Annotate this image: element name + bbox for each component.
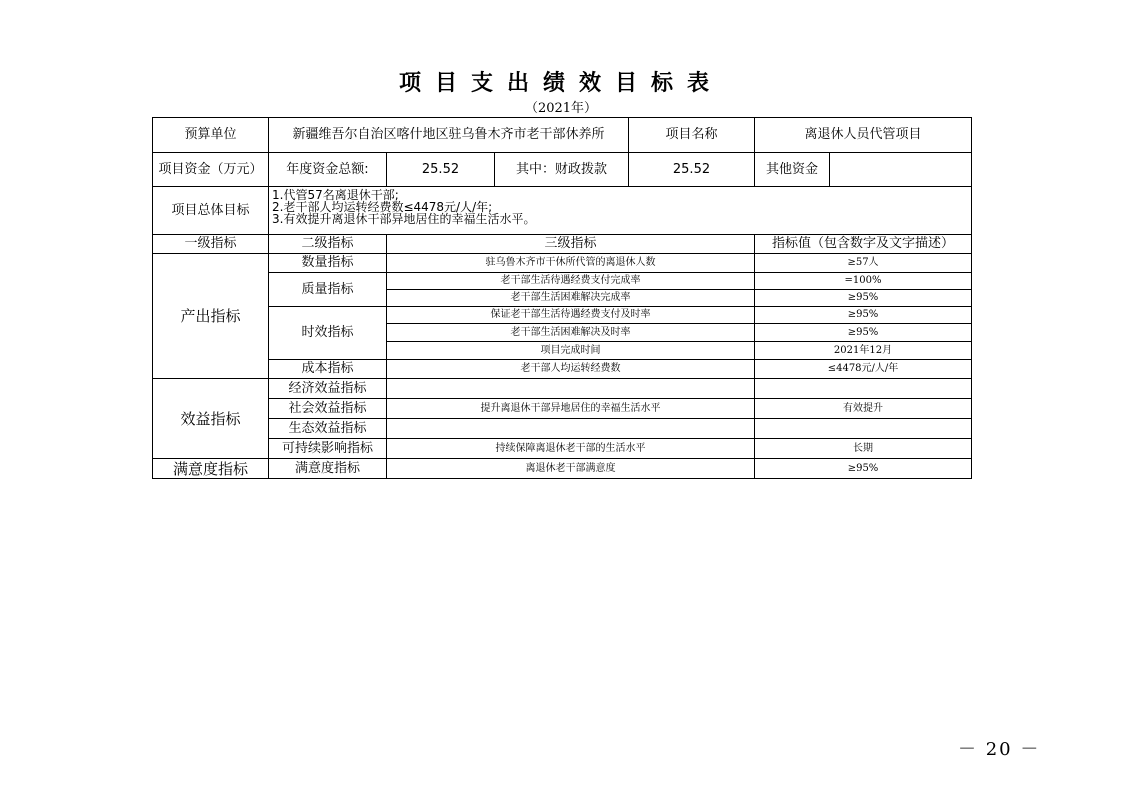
level3-cell: 保证老干部生活待遇经费支付及时率 — [387, 307, 755, 324]
level3-cell — [387, 419, 755, 439]
project-name-label: 项目名称 — [629, 118, 755, 153]
group-satisfaction: 满意度指标 — [153, 459, 269, 479]
annual-total-label: 年度资金总额: — [269, 153, 387, 187]
goal-line: 2.老干部人均运转经费数≤4478元/人/年; — [272, 200, 493, 214]
funds-label: 项目资金（万元） — [153, 153, 269, 187]
group-output: 产出指标 — [153, 254, 269, 379]
value-cell: 2021年12月 — [755, 342, 972, 360]
level3-cell: 驻乌鲁木齐市干休所代管的离退休人数 — [387, 254, 755, 273]
goal-line: 1.代管57名离退休干部; — [272, 188, 399, 202]
value-cell: ≥95% — [755, 290, 972, 307]
level2-cell: 可持续影响指标 — [269, 439, 387, 459]
value-cell: =100% — [755, 273, 972, 290]
page-title: 项目支出绩效目标表 — [398, 71, 723, 96]
level3-cell: 离退休老干部满意度 — [387, 459, 755, 479]
col-header-level2: 二级指标 — [269, 235, 387, 254]
value-cell: ≥95% — [755, 459, 972, 479]
level2-cell: 质量指标 — [269, 273, 387, 307]
value-cell: ≥95% — [755, 324, 972, 342]
value-cell: ≥57人 — [755, 254, 972, 273]
other-funds-value — [830, 153, 972, 187]
overall-goal-label: 项目总体目标 — [153, 187, 269, 235]
level2-cell: 生态效益指标 — [269, 419, 387, 439]
level3-cell — [387, 379, 755, 399]
value-cell — [755, 379, 972, 399]
goal-line: 3.有效提升离退休干部异地居住的幸福生活水平。 — [272, 212, 536, 226]
group-benefit: 效益指标 — [153, 379, 269, 459]
year-subtitle: （2021年） — [524, 101, 598, 116]
level3-cell: 老干部生活待遇经费支付完成率 — [387, 273, 755, 290]
other-funds-label: 其他资金 — [755, 153, 830, 187]
level2-cell: 数量指标 — [269, 254, 387, 273]
fiscal-label: 其中：财政拨款 — [495, 153, 629, 187]
col-header-level1: 一级指标 — [153, 235, 269, 254]
value-cell: 长期 — [755, 439, 972, 459]
col-header-level3: 三级指标 — [387, 235, 755, 254]
col-header-value: 指标值（包含数字及文字描述） — [755, 235, 972, 254]
fiscal-value: 25.52 — [629, 153, 755, 187]
level3-cell: 提升离退休干部异地居住的幸福生活水平 — [387, 399, 755, 419]
annual-total-value: 25.52 — [387, 153, 495, 187]
level2-cell: 时效指标 — [269, 307, 387, 360]
level3-cell: 老干部人均运转经费数 — [387, 360, 755, 379]
level3-cell: 项目完成时间 — [387, 342, 755, 360]
level2-cell: 社会效益指标 — [269, 399, 387, 419]
level3-cell: 老干部生活困难解决完成率 — [387, 290, 755, 307]
value-cell — [755, 419, 972, 439]
project-name-value: 离退休人员代管项目 — [755, 118, 972, 153]
level3-cell: 持续保障离退休老干部的生活水平 — [387, 439, 755, 459]
level2-cell: 成本指标 — [269, 360, 387, 379]
overall-goal-text — [269, 187, 972, 235]
performance-table — [152, 117, 972, 479]
budget-unit-value: 新疆维吾尔自治区喀什地区驻乌鲁木齐市老干部休养所 — [269, 118, 629, 153]
level2-cell: 满意度指标 — [269, 459, 387, 479]
budget-unit-label: 预算单位 — [153, 118, 269, 153]
page-number: － 20 － — [958, 739, 1041, 760]
level2-cell: 经济效益指标 — [269, 379, 387, 399]
value-cell: 有效提升 — [755, 399, 972, 419]
value-cell: ≥95% — [755, 307, 972, 324]
value-cell: ≤4478元/人/年 — [755, 360, 972, 379]
level3-cell: 老干部生活困难解决及时率 — [387, 324, 755, 342]
